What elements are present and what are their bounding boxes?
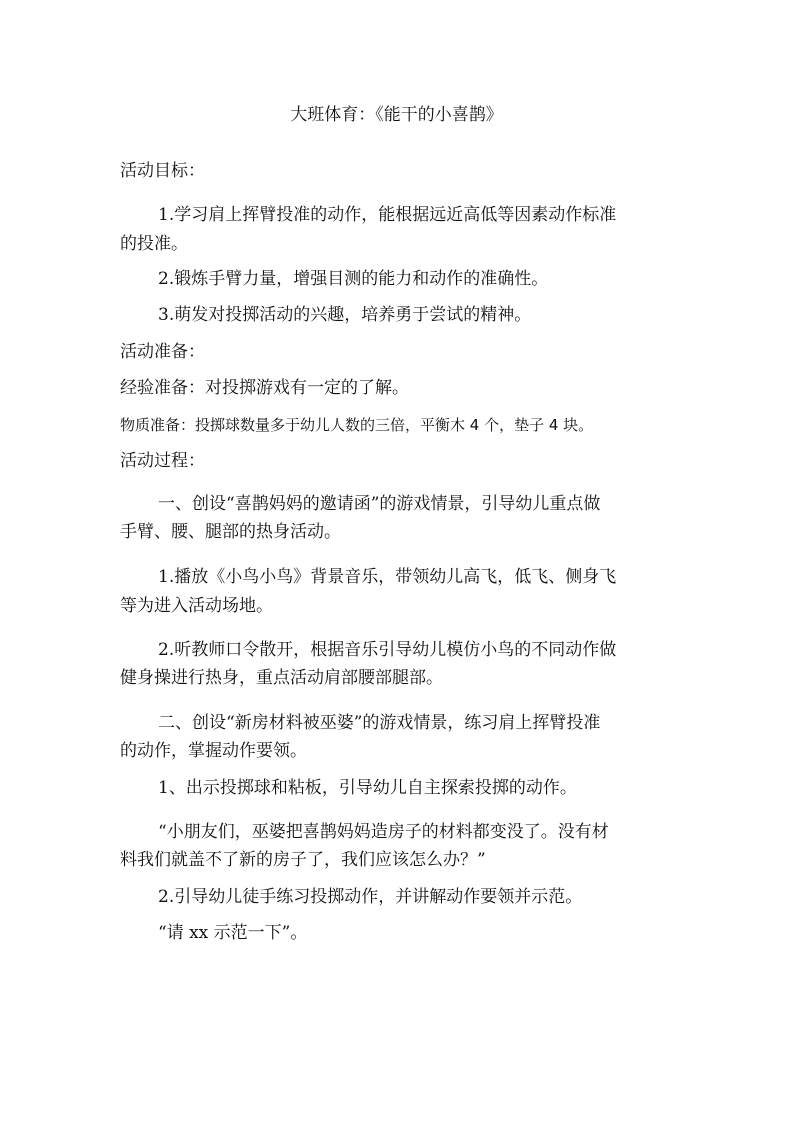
paragraph-line: 1、出示投掷球和粘板，引导幼儿自主探索投掷的动作。	[158, 778, 577, 798]
paragraph-line: 等为进入活动场地。	[120, 596, 273, 616]
paragraph-line: 一、创设“喜鹊妈妈的邀请函”的游戏情景，引导幼儿重点做	[158, 494, 601, 514]
paragraph-line: 的投准。	[120, 234, 188, 254]
paragraph-line: 二、创设“新房材料被巫婆”的游戏情景，练习肩上挥臂投准	[158, 713, 601, 733]
paragraph-line: 1.播放《小鸟小鸟》背景音乐，带领幼儿高飞，低飞、侧身飞	[158, 567, 617, 587]
paragraph-line: 2.听教师口令散开，根据音乐引导幼儿模仿小鸟的不同动作做	[158, 640, 617, 660]
section-heading-preparation: 活动准备：	[120, 342, 205, 362]
section-heading-goals: 活动目标：	[120, 161, 205, 181]
paragraph-line: 手臂、腰、腿部的热身活动。	[120, 522, 341, 542]
section-heading-process: 活动过程：	[120, 451, 205, 471]
paragraph-line: 2.锻炼手臂力量，增强目测的能力和动作的准确性。	[158, 269, 549, 289]
paragraph-line: 2.引导幼儿徒手练习投掷动作，并讲解动作要领并示范。	[158, 887, 583, 907]
paragraph-line: “小朋友们，巫婆把喜鹊妈妈造房子的材料都变没了。没有材	[158, 822, 609, 842]
paragraph-line: 3.萌发对投掷活动的兴趣，培养勇于尝试的精神。	[158, 305, 532, 325]
paragraph-line: 的动作，掌握动作要领。	[120, 741, 307, 761]
page-title: 大班体育：《能干的小喜鹊》	[290, 105, 503, 125]
paragraph-line: 料我们就盖不了新的房子了，我们应该怎么办？”	[120, 850, 486, 870]
paragraph-line: 1.学习肩上挥臂投准的动作，能根据远近高低等因素动作标准	[158, 205, 617, 225]
paragraph-line: 经验准备：对投掷游戏有一定的了解。	[120, 378, 409, 398]
paragraph-line: 健身操进行热身，重点活动肩部腰部腿部。	[120, 668, 443, 688]
paragraph-line: “请 xx 示范一下”。	[158, 923, 308, 943]
paragraph-line: 物质准备：投掷球数量多于幼儿人数的三倍，平衡木 4 个，垫子 4 块。	[120, 416, 594, 434]
